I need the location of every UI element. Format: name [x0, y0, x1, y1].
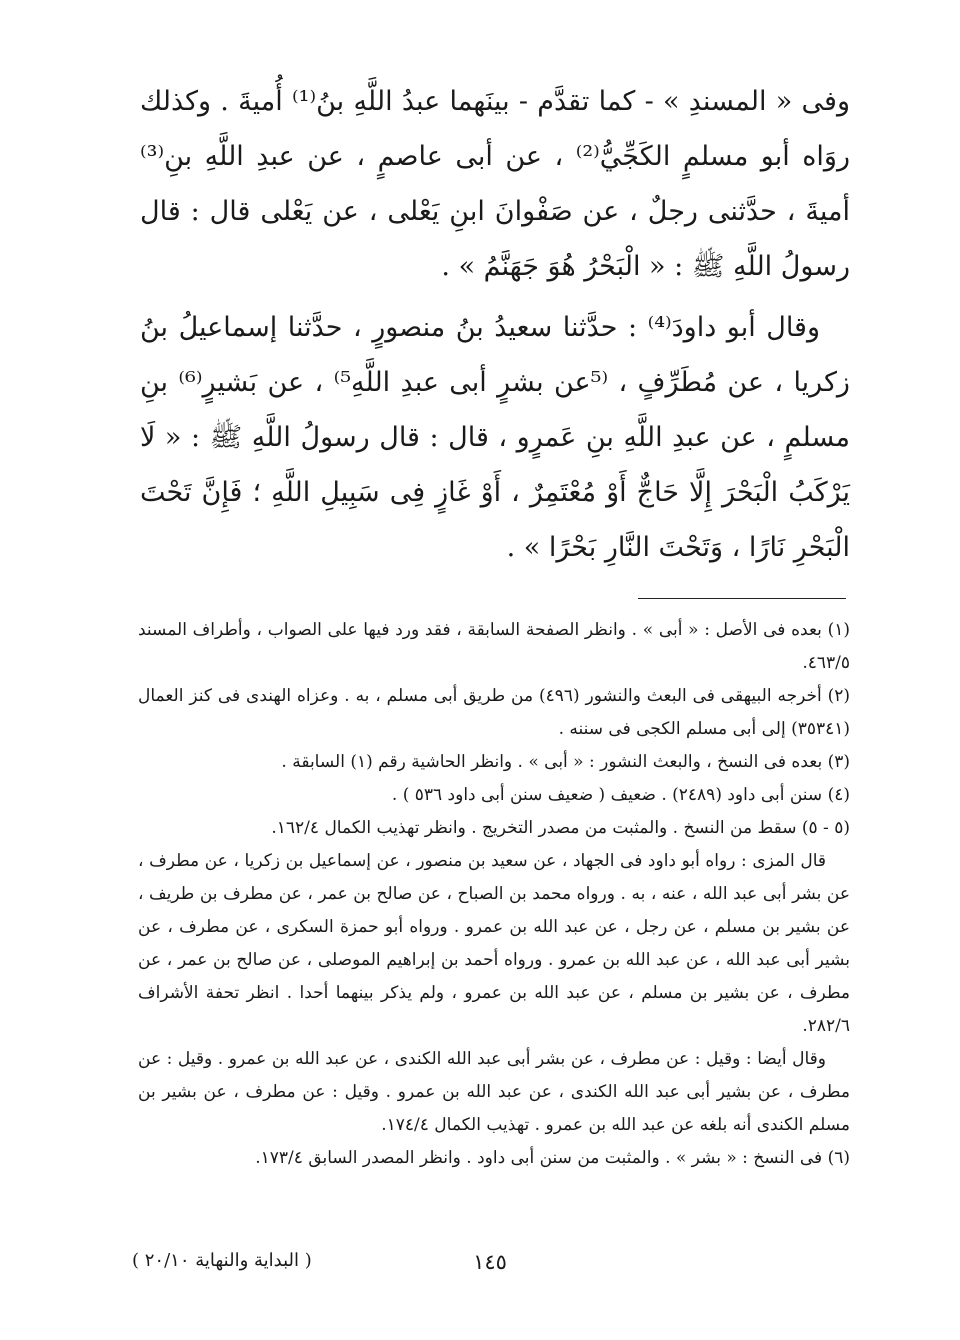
main-paragraph-1: وفى « المسندِ » - كما تقدَّم - بينَهما عبدُ اللَّهِ بنُ⁽¹⁾ أُميةَ . وكذلك روَاه أبو مسلمٍ الكَجِّيُّ⁽²⁾ ، عن أبى عاصمٍ ، عن عبدِ اللَّهِ بنِ⁽³⁾ أميةَ ، حدَّثنى رجلٌ ، عن صَفْوانَ ابنِ يَعْلى ، عن يَعْلى قال : قال رسولُ اللَّهِ ﷺ : « الْبَحْرُ هُوَ جَهَنَّمُ » .	[140, 86, 850, 282]
footnote-5: (٥ - ٥) سقط من النسخ . والمثبت من مصدر التخريج . وانظر تهذيب الكمال ١٦٢/٤.	[271, 818, 850, 838]
footnote-1: (١) بعده فى الأصل : « أبى » . وانظر الصفحة السابقة ، فقد ورد فيها على الصواب ، وأطراف المسند ٤٦٣/٥.	[138, 620, 850, 673]
footnotes	[138, 614, 850, 1175]
main-text	[140, 74, 850, 575]
footnote-separator	[638, 598, 846, 599]
page-footer	[120, 1244, 860, 1284]
footnote-5-additional-note: وقال أيضا : وقيل : عن مطرف ، عن بشر أبى عبد الله الكندى ، عن عبد الله بن عمرو . وقيل : عن مطرف ، عن بشير أبى عبد الله الكندى ، عن عبد الله بن عمرو . وقيل : عن مطرف ، عن بشير بن مسلم الكندى أنه بلغه عن عبد الله بن عمرو . تهذيب الكمال ١٧٤/٤.	[138, 1049, 850, 1135]
footnote-2: (٢) أخرجه البيهقى فى البعث والنشور (٤٩٦) من طريق أبى مسلم ، به . وعزاه الهندى فى كنز العمال (٣٥٣٤١) إلى أبى مسلم الكجى فى سننه .	[138, 686, 850, 739]
main-paragraph-2: وقال أبو داودَ⁽⁴⁾ : حدَّثنا سعيدُ بنُ منصورٍ ، حدَّثنا إسماعيلُ بنُ زكريا ، عن مُطَرِّفٍ ، ⁽⁵عن بشرٍ أبى عبدِ اللَّهِ⁵⁾ ، عن بَشيرٍ⁽⁶⁾ بنِ مسلمٍ ، عن عبدِ اللَّهِ بنِ عَمرٍو ، قال : قال رسولُ اللَّهِ ﷺ : « لَا يَرْكَبُ الْبَحْرَ إِلَّا حَاجٌّ أَوْ مُعْتَمِرٌ ، أَوْ غَازٍ فِى سَبِيلِ اللَّهِ ؛ فَإِنَّ تَحْتَ الْبَحْرِ نَارًا ، وَتَحْتَ النَّارِ بَحْرًا » .	[140, 312, 850, 563]
volume-reference: ( البداية والنهاية ٢٠/١٠ )	[132, 1250, 312, 1271]
page-number: ١٤٥	[473, 1250, 507, 1274]
footnote-4: (٤) سنن أبى داود (٢٤٨٩) . ضعيف ( ضعيف سنن أبى داود ٥٣٦ ) .	[391, 785, 850, 805]
footnote-3: (٣) بعده فى النسخ ، والبعث النشور : « أبى » . وانظر الحاشية رقم (١) السابقة .	[281, 752, 850, 772]
footnote-5-mizzi-note: قال المزى : رواه أبو داود فى الجهاد ، عن سعيد بن منصور ، عن إسماعيل بن زكريا ، عن مطرف ، عن بشر أبى عبد الله ، عنه ، به . ورواه محمد بن الصباح ، عن صالح بن عمر ، عن مطرف بن طريف ، عن بشير بن مسلم ، عن رجل ، عن عبد الله بن عمرو . ورواه أبو حمزة السكرى ، عن مطرف ، عن بشير أبى عبد الله ، عن عبد الله بن عمرو . ورواه أحمد بن إبراهيم الموصلى ، عن صالح بن عمر ، عن مطرف ، عن بشير بن مسلم ، عن عبد الله بن عمرو ، ولم يذكر بينهما أحدا . انظر تحفة الأشراف ٢٨٢/٦.	[138, 851, 850, 1036]
footnote-6: (٦) فى النسخ : « بشر » . والمثبت من سنن أبى داود . وانظر المصدر السابق ١٧٣/٤.	[255, 1148, 850, 1168]
